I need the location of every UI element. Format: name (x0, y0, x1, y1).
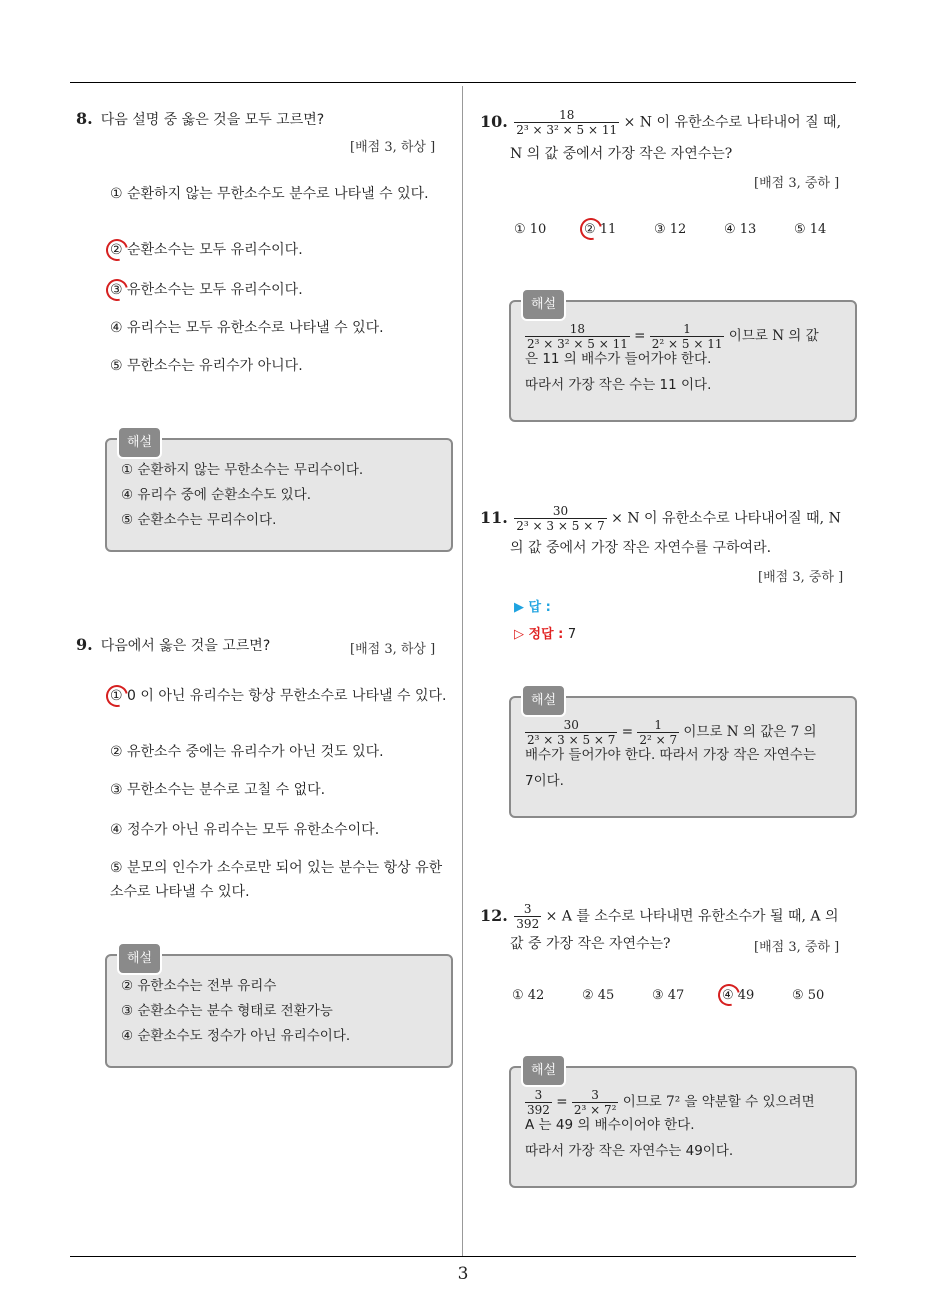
question-number: 10. (480, 111, 508, 131)
fraction: $\frac{18}{\text{2³ × 3² × 5 × 11}}$ (527, 322, 628, 351)
question-text-line2: N 의 값 중에서 가장 작은 자연수는? (510, 146, 733, 162)
fraction: $\frac{3}{\text{2³ × 7²}}$ (573, 1088, 617, 1117)
fraction: $\frac{3}{392}$ (527, 1088, 550, 1117)
solution-line: 7이다. (525, 773, 564, 789)
option-2[interactable]: ② 유한소수 중에는 유리수가 아닌 것도 있다. (110, 744, 384, 760)
fraction: $\frac{3}{392}$ (516, 902, 540, 931)
question-text-line2: 의 값 중에서 가장 작은 자연수를 구하여라. (510, 540, 772, 556)
option-2[interactable]: ② 순환소수는 모두 유리수이다. (110, 242, 303, 258)
solution-line: 이므로 7² 을 약분할 수 있으려면 (622, 1094, 815, 1110)
option-4[interactable]: ④ 13 (724, 222, 757, 237)
solution-box: 해설 $\frac{3}{392}$ = $\frac{3}{\text{2³ × 7²}}$ 이므로 7² 을 약분할 수 있으려면 A 는 49 의 배수이어야 한다. 따라서 가장 작은 자연수는 49이다. (509, 1066, 857, 1188)
option-2[interactable]: ② 45 (582, 988, 615, 1003)
question-text: × N 이 유한소수로 나타내어 질 때, (623, 114, 842, 131)
question-text: 다음 설명 중 옳은 것을 모두 고르면? (100, 112, 325, 128)
answer-field-label[interactable]: ▶ 답 : (514, 600, 551, 615)
fraction: $\frac{1}{\text{2² × 5 × 11}}$ (651, 322, 723, 351)
question-text: 다음에서 옳은 것을 고르면? (100, 638, 271, 654)
solution-label: 해설 (521, 288, 566, 321)
selected-mark-icon (714, 980, 744, 1010)
option-1[interactable]: ① 순환하지 않는 무한소수도 분수로 나타낼 수 있다. (110, 186, 429, 202)
solution-line: 따라서 가장 작은 수는 11 이다. (525, 377, 712, 393)
solution-line: ④ 유리수 중에 순환소수도 있다. (121, 487, 312, 503)
solution-line: ③ 순환소수는 분수 형태로 전환가능 (121, 1003, 333, 1019)
option-1[interactable]: ① 10 (514, 222, 547, 237)
solution-line: ④ 순환소수도 정수가 아닌 유리수이다. (121, 1028, 351, 1044)
question-text: × A 를 소수로 나타내면 유한소수가 될 때, A 의 (545, 908, 839, 925)
solution-line: ② 유한소수는 전부 유리수 (121, 978, 277, 994)
question-number: 11. (480, 507, 508, 527)
correct-answer: ▷ 정답 : 7 (514, 627, 577, 642)
option-5[interactable]: ⑤ 분모의 인수가 소수로만 되어 있는 분수는 항상 유한소수로 나타낼 수 있다. (110, 860, 443, 900)
solution-box (105, 951, 453, 1068)
solution-line: ① 순환하지 않는 무한소수는 무리수이다. (121, 462, 364, 478)
column-divider (462, 86, 463, 1256)
solution-line: 이므로 N 의 값은 7 의 (683, 724, 817, 740)
fraction: $\frac{18}{\text{2³ × 3² × 5 × 11}}$ (516, 108, 618, 137)
option-1[interactable]: ① 42 (512, 988, 545, 1003)
question-12 (480, 902, 860, 931)
option-3[interactable]: ③ 무한소수는 분수로 고칠 수 없다. (110, 782, 326, 798)
question-10 (480, 108, 860, 137)
option-5[interactable]: ⑤ 50 (792, 988, 825, 1003)
option-3[interactable]: ③ 유한소수는 모두 유리수이다. (110, 282, 303, 298)
score-label: [배점 3, 하상 ] (350, 140, 436, 155)
solution-label: 해설 (521, 684, 566, 717)
fraction: $\frac{30}{\text{2³ × 3 × 5 × 7}}$ (516, 504, 605, 533)
solution-line: A 는 49 의 배수이어야 한다. (525, 1117, 695, 1133)
solution-label: 해설 (521, 1054, 566, 1087)
solution-box: 해설 $\frac{30}{\text{2³ × 3 × 5 × 7}}$ = $\frac{1}{\text{2² × 7}}$ 이므로 N 의 값은 7 의 배수가 들어가야 한다. 따라서 가장 작은 자연수는 7이다. (509, 696, 857, 818)
question-number: 8. (76, 109, 93, 128)
question-number: 12. (480, 905, 508, 925)
solution-line: ⑤ 순환소수는 무리수이다. (121, 512, 277, 528)
bottom-rule (70, 1256, 856, 1257)
question-number: 9. (76, 635, 93, 654)
question-text: × N 이 유한소수로 나타내어질 때, N (611, 510, 841, 527)
solution-label: 해설 (117, 426, 162, 459)
option-4[interactable]: ④ 정수가 아닌 유리수는 모두 유한소수이다. (110, 822, 380, 838)
question-9 (76, 634, 356, 657)
fraction: $\frac{1}{\text{2² × 7}}$ (639, 718, 678, 747)
score-label: [배점 3, 하상 ] (350, 642, 436, 657)
score-label: [배점 3, 중하 ] (754, 176, 840, 191)
option-5[interactable]: ⑤ 무한소수는 유리수가 아니다. (110, 358, 303, 374)
question-8 (76, 108, 456, 131)
solution-label: 해설 (117, 942, 162, 975)
question-11 (480, 504, 860, 533)
solution-line: 은 11 의 배수가 들어가야 한다. (525, 351, 712, 367)
solution-line: 이므로 N 의 값 (728, 328, 819, 344)
solution-box: 해설 $\frac{18}{\text{2³ × 3² × 5 × 11}}$ = $\frac{1}{\text{2² × 5 × 11}}$ 이므로 N 의 값 은 11 의 배수가 들어가야 한다. 따라서 가장 작은 수는 11 이다. (509, 300, 857, 422)
option-5[interactable]: ⑤ 14 (794, 222, 827, 237)
page-number: 3 (457, 1264, 469, 1284)
solution-line: 따라서 가장 작은 자연수는 49이다. (525, 1143, 734, 1159)
option-4[interactable]: ④ 49 (722, 988, 755, 1003)
option-2[interactable]: ② 11 (584, 222, 617, 237)
option-3[interactable]: ③ 47 (652, 988, 685, 1003)
question-text-line2: 값 중 가장 작은 자연수는? (510, 936, 671, 952)
score-label: [배점 3, 중하 ] (758, 570, 844, 585)
solution-box (105, 435, 453, 552)
option-3[interactable]: ③ 12 (654, 222, 687, 237)
solution-line: 배수가 들어가야 한다. 따라서 가장 작은 자연수는 (525, 747, 816, 763)
score-label: [배점 3, 중하 ] (754, 940, 840, 955)
option-1[interactable]: ① 0 이 아닌 유리수는 항상 무한소수로 나타낼 수 있다. (110, 688, 447, 704)
option-4[interactable]: ④ 유리수는 모두 유한소수로 나타낼 수 있다. (110, 320, 384, 336)
selected-mark-icon (576, 214, 606, 244)
top-rule (70, 82, 856, 83)
fraction: $\frac{30}{\text{2³ × 3 × 5 × 7}}$ (527, 718, 616, 747)
